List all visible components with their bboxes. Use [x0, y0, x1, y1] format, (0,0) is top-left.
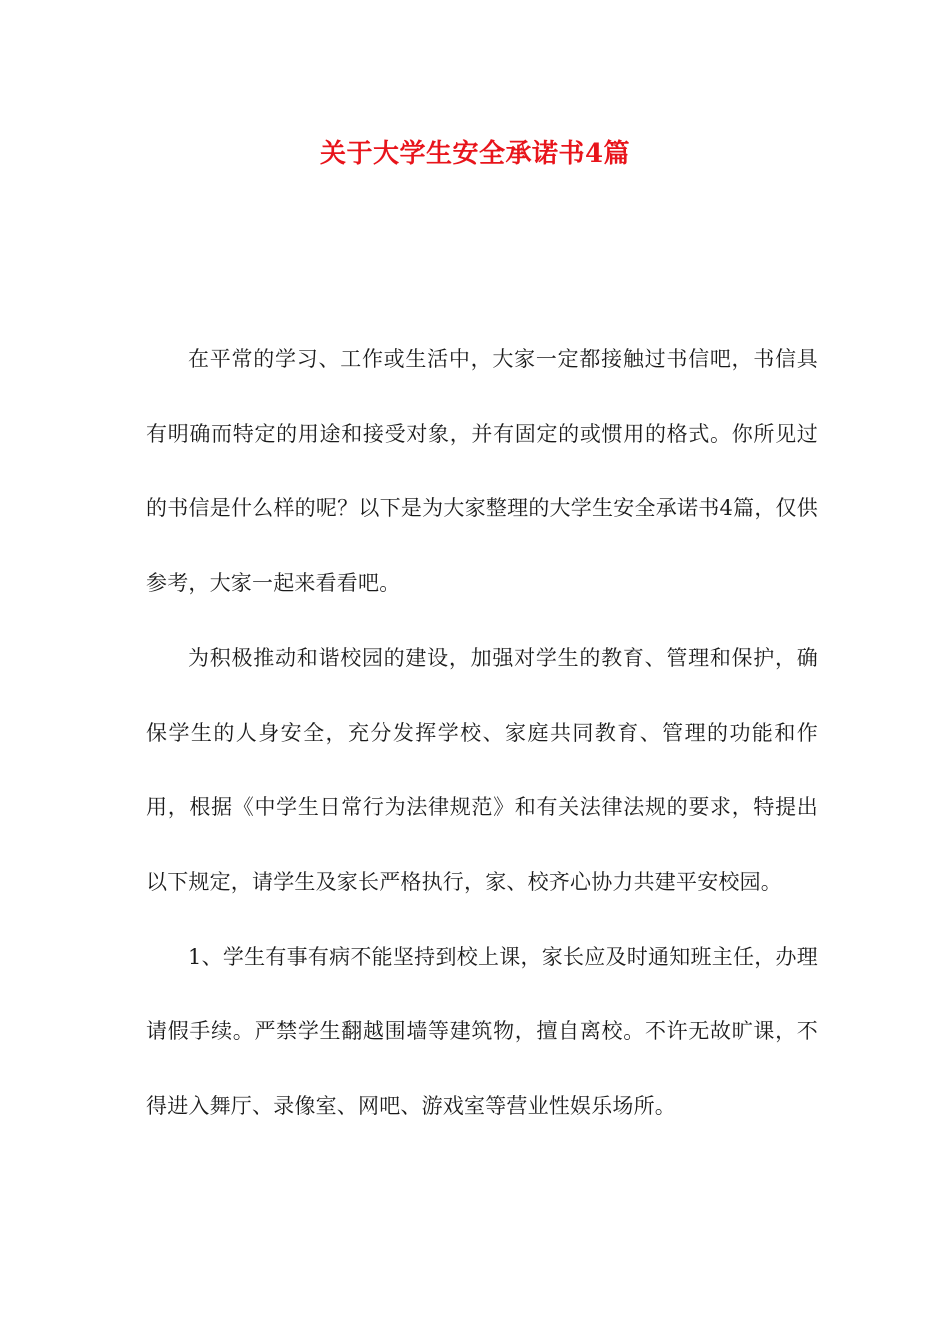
document-title: 关于大学生安全承诺书4篇 — [319, 139, 631, 169]
document-body — [146, 322, 818, 1144]
paragraph-intro: 在平常的学习、工作或生活中，大家一定都接触过书信吧，书信具有明确而特定的用途和接受对象，并有固定的或惯用的格式。你所见过的书信是什么样的呢？以下是为大家整理的大学生安全承诺书4篇，仅供参考，大家一起来看看吧。 — [146, 347, 818, 596]
paragraph-purpose: 为积极推动和谐校园的建设，加强对学生的教育、管理和保护，确保学生的人身安全，充分发挥学校、家庭共同教育、管理的功能和作用，根据《中学生日常行为法律规范》和有关法律法规的要求，特提出以下规定，请学生及家长严格执行，家、校齐心协力共建平安校园。 — [146, 645, 818, 894]
paragraph-rule-1: 1、学生有事有病不能坚持到校上课，家长应及时通知班主任，办理请假手续。严禁学生翻越围墙等建筑物，擅自离校。不许无故旷课，不得进入舞厅、录像室、网吧、游戏室等营业性娱乐场所。 — [146, 944, 818, 1119]
